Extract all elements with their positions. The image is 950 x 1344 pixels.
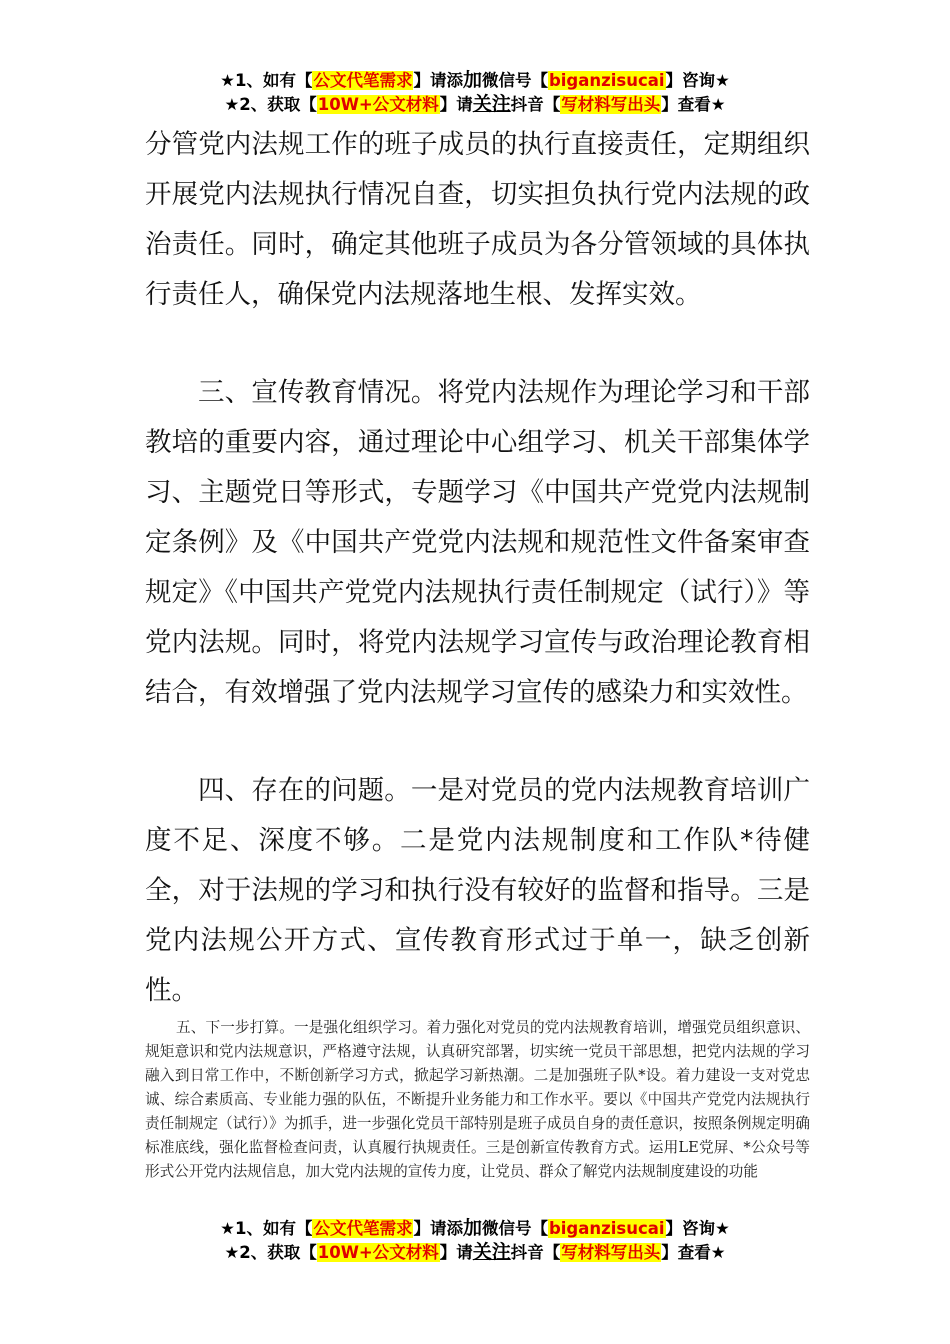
highlight-douyin: 写材料写出头: [561, 95, 661, 114]
highlight-service: 公文代笔需求: [313, 71, 413, 90]
banner-text: 】请添: [413, 1219, 463, 1238]
paragraph-text: 分管党内法规工作的班子成员的执行直接责任，定期组织开展党内法规执行情况自查，切实担负执行党内法规的政治责任。同时，确定其他班子成员为各分管领域的具体执行责任人，确保党内法规落地生根、发挥实效。: [145, 129, 810, 310]
banner-text: 抖音【: [510, 1243, 561, 1262]
banner-text: 微信号【: [481, 71, 548, 90]
highlight-wechat-id: biganzisucai: [548, 71, 665, 90]
banner-text: 加: [462, 1217, 482, 1239]
banner-text: 】查看★: [661, 1243, 726, 1262]
body-paragraph-2: [145, 368, 810, 718]
paragraph-text: 四、存在的问题。一是对党员的党内法规教育培训广度不足、深度不够。二是党内法规制度和工作队*待健全，对于法规的学习和执行没有较好的监督和指导。三是党内法规公开方式、宣传教育形式过于单一，缺乏创新性。: [145, 775, 810, 1006]
banner-text: 微信号【: [481, 1219, 548, 1238]
top-banner: [0, 68, 950, 116]
banner-text: 】咨询★: [665, 71, 730, 90]
banner-text: 】请: [439, 1243, 473, 1262]
banner-text: 】查看★: [661, 95, 726, 114]
banner-text: ★2、获取【: [224, 1243, 317, 1262]
banner-text: ★1、如有【: [220, 1219, 313, 1238]
highlight-materials: 10W+公文材料: [317, 1243, 439, 1262]
body-paragraph-3: [145, 766, 810, 1016]
highlight-service: 公文代笔需求: [313, 1219, 413, 1238]
banner-text: 关注: [472, 1241, 511, 1263]
body-paragraph-1: [145, 120, 810, 320]
banner-text: 关注: [472, 93, 511, 115]
banner-text: 】请添: [413, 71, 463, 90]
banner-text: 加: [462, 69, 482, 91]
banner-line-1: [0, 68, 950, 92]
highlight-materials: 10W+公文材料: [317, 95, 439, 114]
banner-text: 抖音【: [510, 95, 561, 114]
highlight-wechat-id: biganzisucai: [548, 1219, 665, 1238]
banner-text: 】请: [439, 95, 473, 114]
banner-text: ★2、获取【: [224, 95, 317, 114]
banner-line-2: [0, 92, 950, 116]
banner-text: 】咨询★: [665, 1219, 730, 1238]
paragraph-text: 三、宣传教育情况。将党内法规作为理论学习和干部教培的重要内容，通过理论中心组学习、机关干部集体学习、主题党日等形式，专题学习《中国共产党党内法规制定条例》及《中国共产党党内法规和规范性文件备案审查规定》《中国共产党党内法规执行责任制规定（试行）》等党内法规。同时，将党内法规学习宣传与政治理论教育相结合，有效增强了党内法规学习宣传的感染力和实效性。: [145, 377, 810, 708]
banner-text: ★1、如有【: [220, 71, 313, 90]
bottom-banner: [0, 1216, 950, 1264]
banner-line-2: [0, 1240, 950, 1264]
banner-line-1: [0, 1216, 950, 1240]
body-paragraph-4: 五、下一步打算。一是强化组织学习。着力强化对党员的党内法规教育培训，增强党员组织意识、规矩意识和党内法规意识，严格遵守法规，认真研究部署，切实统一党员干部思想，把党内法规的学习融入到日常工作中，不断创新学习方式，掀起学习新热潮。二是加强班子队*设。着力建设一支对党忠诚、综合素质高、专业能力强的队伍，不断提升业务能力和工作水平。要以《中国共产党党内法规执行责任制规定（试行）》为抓手，进一步强化党员干部特别是班子成员自身的责任意识，按照条例规定明确标准底线，强化监督检查问责，认真履行执规责任。三是创新宣传教育方式。运用LE党屏、*公众号等形式公开党内法规信息，加大党内法规的宣传力度，让党员、群众了解党内法规制度建设的功能: [145, 1019, 810, 1180]
highlight-douyin: 写材料写出头: [561, 1243, 661, 1262]
